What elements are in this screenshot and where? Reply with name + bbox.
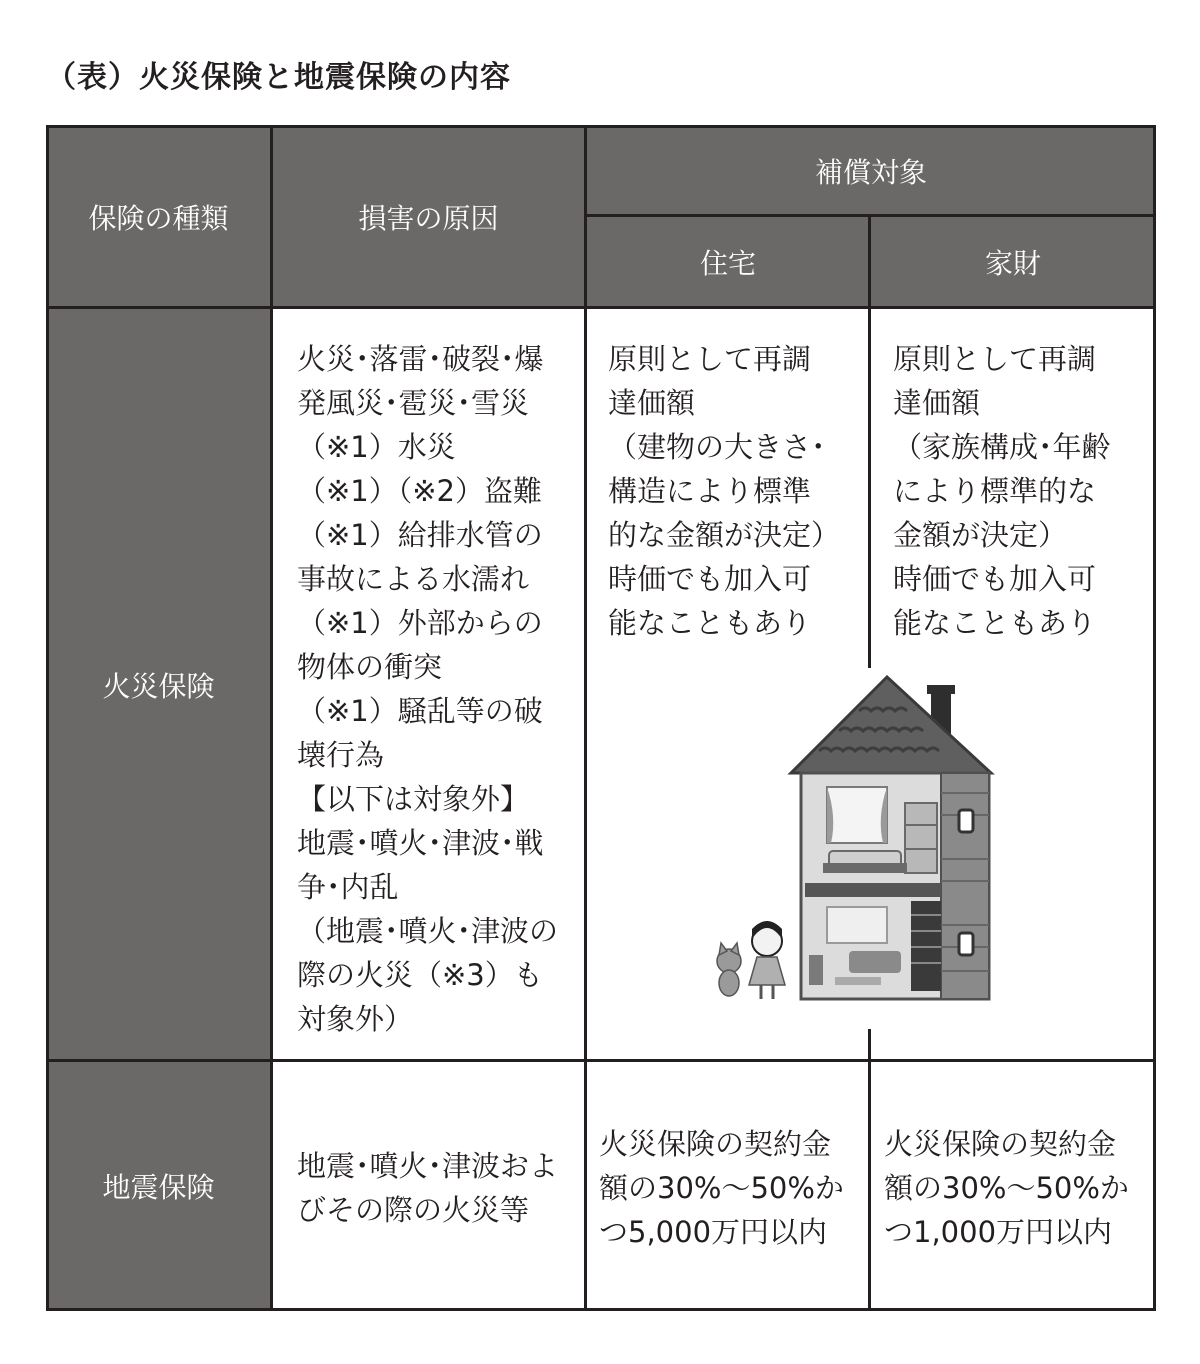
fire-cause-line: （※1）騒乱等の破 [297, 694, 543, 728]
fire-cause-line: 火災･落雷･破裂･爆 [297, 342, 544, 376]
fire-cause-line: 【以下は対象外】 [297, 782, 530, 816]
fire-cause-line: （※1）水災 [297, 430, 456, 464]
fire-cause-line: 発風災･雹災･雪災 [297, 386, 530, 420]
fire-cause-line: （※1）給排水管の [297, 518, 543, 552]
fire-belongings-line: 時価でも加入可 [893, 562, 1097, 596]
fire-housing-line: （建物の大きさ･ [608, 430, 826, 464]
fire-cause-line: 壊行為 [297, 738, 385, 772]
fire-housing-line: 構造により標準 [608, 474, 812, 508]
fire-cause-line: 事故による水濡れ [297, 562, 530, 596]
fire-belongings-line: 能なこともあり [893, 606, 1097, 640]
fire-housing-line: 時価でも加入可 [608, 562, 812, 596]
fire-belongings-line: 原則として再調 [893, 342, 1097, 376]
earthquake-housing-line: 額の30%～50%か [599, 1171, 844, 1205]
fire-housing-line: 能なこともあり [608, 606, 812, 640]
fire-cause-line: （※1）（※2）盗難 [297, 474, 542, 508]
fire-housing-line: 原則として再調 [608, 342, 812, 376]
header-insurance-type-label: 保険の種類 [88, 201, 229, 235]
earthquake-belongings-line: 額の30%～50%か [884, 1171, 1129, 1205]
earthquake-cause-line: 地震･噴火･津波およ [297, 1149, 559, 1183]
fire-cause-line: 物体の衝突 [297, 650, 443, 684]
fire-cause-line: （※1）外部からの [297, 606, 543, 640]
insurance-table [46, 125, 1156, 1311]
fire-belongings-line: により標準的な [893, 474, 1097, 508]
fire-belongings-line: （家族構成･年齢 [893, 430, 1111, 464]
table-title: （表）火災保険と地震保険の内容 [46, 60, 511, 95]
header-belongings-label: 家財 [984, 247, 1041, 280]
earthquake-housing-line: 火災保険の契約金 [599, 1127, 832, 1161]
fire-cause-line: 地震･噴火･津波･戦 [297, 826, 544, 860]
fire-belongings-line: 金額が決定） [893, 518, 1068, 552]
header-coverage-label: 補償対象 [814, 155, 927, 189]
fire-cause-line: 際の火災（※3）も [297, 958, 543, 992]
fire-housing-line: 的な金額が決定） [608, 518, 841, 552]
earthquake-housing-line: つ5,000万円以内 [599, 1215, 828, 1249]
earthquake-cause-line: びその際の火災等 [297, 1193, 530, 1227]
earthquake-belongings-line: つ1,000万円以内 [884, 1215, 1113, 1249]
earthquake-belongings-line: 火災保険の契約金 [884, 1127, 1117, 1161]
fire-cause-line: （地震･噴火･津波の [297, 914, 559, 948]
header-damage-cause-label: 損害の原因 [358, 201, 499, 235]
fire-cause-line: 争･内乱 [297, 870, 399, 904]
header-housing-label: 住宅 [699, 247, 756, 280]
fire-insurance-label: 火災保険 [102, 669, 215, 703]
fire-belongings-line: 達価額 [893, 386, 981, 420]
earthquake-insurance-label: 地震保険 [102, 1171, 215, 1204]
fire-housing-line: 達価額 [608, 386, 696, 420]
fire-cause-line: 対象外） [297, 1002, 414, 1036]
table-border [46, 125, 1156, 1311]
